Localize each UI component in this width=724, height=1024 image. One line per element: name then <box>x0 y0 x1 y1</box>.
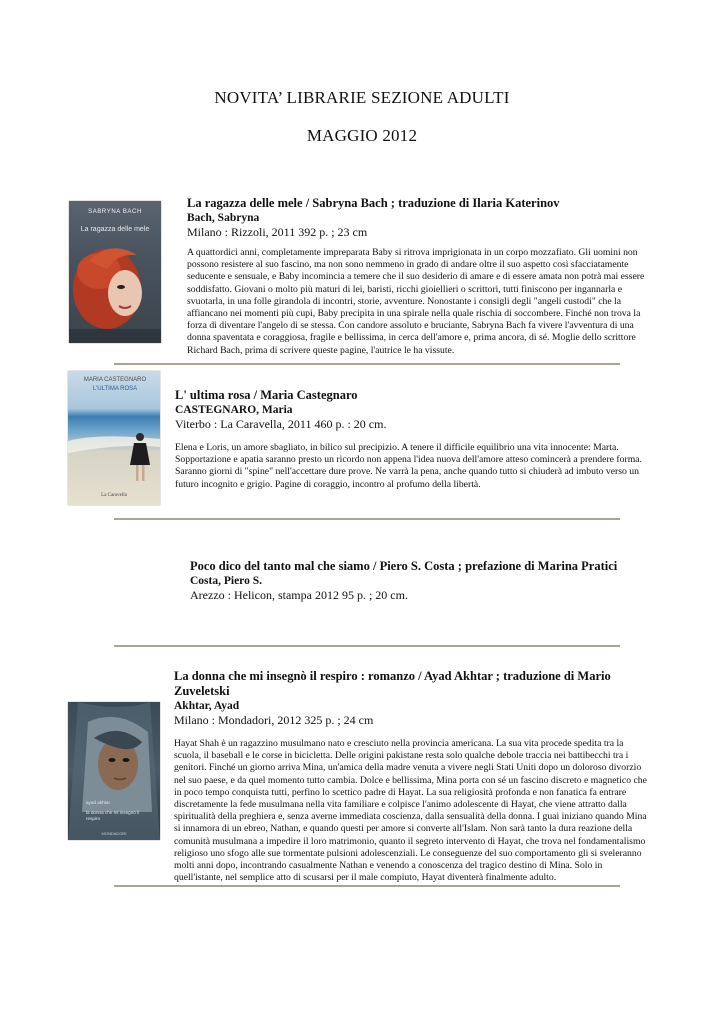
book-entry-2 <box>175 388 647 491</box>
page-subtitle-month: MAGGIO 2012 <box>306 126 418 145</box>
cover-publisher: MONDADORI <box>101 831 127 836</box>
book-author: Costa, Piero S. <box>190 575 262 587</box>
book-cover-la-ragazza-delle-mele <box>69 201 161 343</box>
book-description: Hayat Shah è un ragazzino musulmano nato e cresciuto nella provincia americana. La sua vita procede spedita tra la scuola, il baseball e le corse in bicicletta. Delle origini pakistane resta solo qualche debole traccia nei battibecchi tra i genitori. Finché un giorno arriva Mina, un'amica della madre venuta a vivere negli Stati Uniti dopo un doloroso divorzio nel suo paese, e da quel momento tutto cambia. Dolce e bellissima, Mina porta con sé un fascino discreto e magnetico che in poco tempo conquista tutti, perfino lo scettico padre di Hayat. La sua religiosità profonda e non fanatica fa entrare discretamente la fede musulmana nella vita familiare e colpisce l'animo adolescente di Hayat, che viene attratto dalla spiritualità della preghiera e, senza averne immediata coscienza, dalla sensualità della donna. I guai iniziano quando Mina si innamora di un ebreo, Nathan, e quando questi per amore si converte all'Islam. Non sarà tanto la dura reazione della comunità musulmana a impedire il loro matrimonio, quanto il segreto intervento di Hayat, che trova nel fondamentalismo religioso uno sfogo alle sue tormentate pulsioni adolescenziali. Le conseguenze del suo comportamento gli si sveleranno molti anni dopo, incontrando casualmente Nathan e venendo a conoscenza del tragico destino di Mina. Solo in quell'istante, nel semplice atto di scusarsi per il male compiuto, Hayat diventerà finalmente adulto. <box>174 738 647 884</box>
book-author: Akhtar, Ayad <box>174 700 240 712</box>
book-publication: Viterbo : La Caravella, 2011 460 p. : 20 cm. <box>175 417 387 431</box>
separator-line <box>114 885 620 887</box>
cover-title: L'ULTIMA ROSA <box>92 386 138 392</box>
book-title: Poco dico del tanto mal che siamo / Piero S. Costa ; prefazione di Marina Pratici <box>190 559 618 573</box>
book-description: Elena e Loris, un amore sbagliato, in bilico sul precipizio. A tenere il difficile equilibrio una vita innocente: Marta. Sopportazione e apatia saranno presto un ricordo non appena l'idea nuova dell'amore atteso comincerà a prendere forma. Saranno giorni di "spine" nell'accettare dure prove. Ne varrà la pena, anche quando tutto si chiuderà ad imbuto verso un futuro incognito e grigio. Pagine di coraggio, incontro al profumo della libertà. <box>175 442 642 490</box>
book-author: CASTEGNARO, Maria <box>175 404 293 416</box>
book-title: La ragazza delle mele / Sabryna Bach ; traduzione di Ilaria Katerinov <box>187 196 560 210</box>
page-title: NOVITA’ LIBRARIE SEZIONE ADULTI <box>214 88 510 107</box>
separator-line <box>114 363 620 365</box>
cover-publisher: La Caravella <box>101 493 127 498</box>
cover-title: la donna che mi insegnò il respiro <box>86 810 140 821</box>
book-publication: Milano : Rizzoli, 2011 392 p. ; 23 cm <box>187 225 368 239</box>
cover-illustration-red-haired-woman <box>69 201 161 343</box>
cover-author: ayad akhtar <box>86 800 111 805</box>
book-publication: Milano : Mondadori, 2012 325 p. ; 24 cm <box>174 713 374 727</box>
book-entry-1 <box>187 196 647 357</box>
book-title: La donna che mi insegnò il respiro : romanzo / Ayad Akhtar ; traduzione di Mario Zuveletski <box>174 669 611 698</box>
book-publication: Arezzo : Helicon, stampa 2012 95 p. ; 20 cm. <box>190 588 408 602</box>
separator-line <box>114 645 620 647</box>
book-entry-3 <box>190 559 650 603</box>
book-cover-l-ultima-rosa <box>68 371 160 505</box>
separator-line <box>114 518 620 520</box>
cover-author: SABRYNA BACH <box>88 209 142 215</box>
book-entry-4 <box>174 669 648 884</box>
book-cover-la-donna-che-mi-insegno <box>68 702 160 840</box>
book-author: Bach, Sabryna <box>187 212 260 224</box>
cover-author: MARIA CASTEGNARO <box>83 377 147 383</box>
cover-title: La ragazza delle mele <box>80 226 150 233</box>
book-description: A quattordici anni, completamente impreparata Baby si ritrova imprigionata in un corpo mozzafiato. Gli uomini non possono resistere al suo fascino, ma non sono nemmeno in grado di andare oltre il suo aspetto così sfacciatamente seducente e sensuale, e Baby incomincia a temere che il suo desiderio di amare e di essere amata non potrà mai essere soddisfatto. Giovani o molto più maturi di lei, baristi, ricchi gioiellieri o scrittori, tutti finiscono per ingannarla e svuotarla, in una folle girandola di incontri, storie, avventure. Nonostante i consigli degli "angeli custodi" che la affiancano nei momenti più cupi, Baby precipita in una spirale nella quale rischia di soccombere. Finché non trova la forza di diventare l'angelo di se stessa. Con candore assoluto e bruciante, Sabryna Bach fa vivere l'avventura di una donna spaventata e coraggiosa, fragile e bellissima, in cerca dell'amore e, prima ancora, di sé. Moglie dello scrittore Richard Bach, prima di scrivere queste pagine, l'autrice le ha vissute. <box>187 247 645 356</box>
book-title: L' ultima rosa / Maria Castegnaro <box>175 388 358 402</box>
